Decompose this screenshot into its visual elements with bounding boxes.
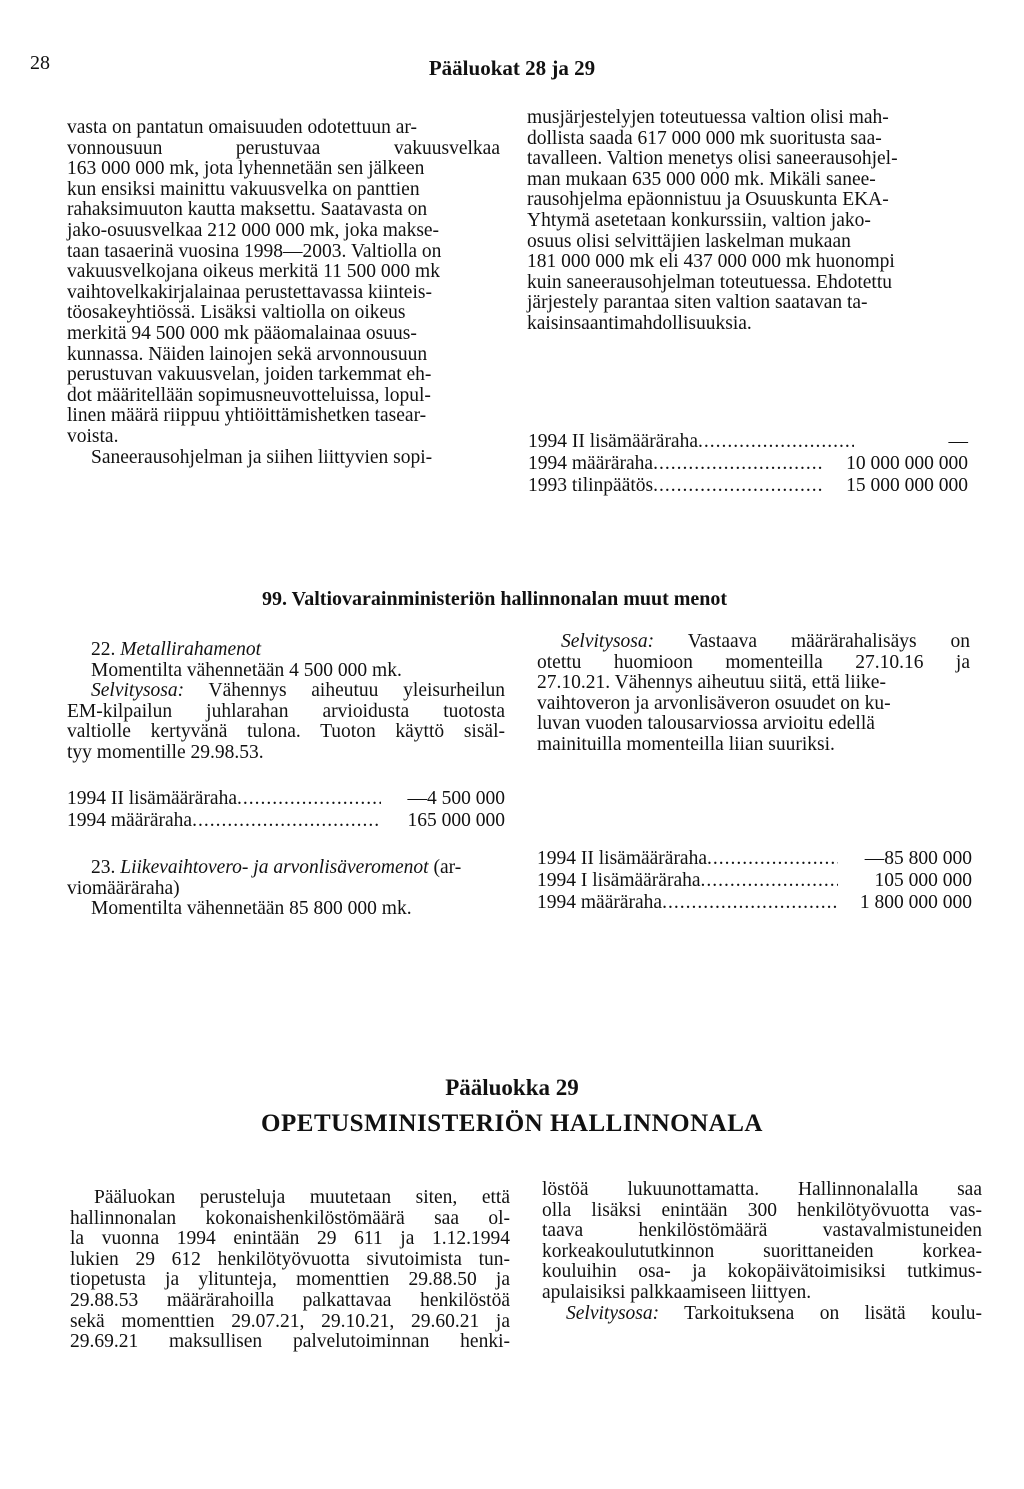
text-line: vaihtovelkakirjalainaa perustettavassa kiinteis- <box>67 281 432 303</box>
text-line: kunnassa. Näiden lainojen sekä arvonnousuun <box>67 343 428 365</box>
text-line <box>537 632 970 653</box>
appropriation-value: 10 000 000 000 <box>846 453 968 474</box>
section-heading: 99. Valtiovarainministeriön hallinnonalan muut menot <box>262 588 728 610</box>
text-line: Saneerausohjelman ja siihen liittyvien sopi- <box>91 446 433 468</box>
text-line: rahaksimuuton kautta maksettu. Saatavasta on <box>67 199 428 221</box>
item-name: Liikevaihtovero- ja arvonlisäveromenot <box>120 857 429 878</box>
running-title: Pääluokat 28 ja 29 <box>428 56 596 80</box>
text-line: Momentilta vähennetään 85 800 000 mk. <box>91 898 412 920</box>
selvitys-label: Selvitysosa: <box>566 1302 660 1324</box>
text-line: mainituilla momenteilla liian suuriksi. <box>537 733 835 755</box>
text-line: musjärjestelyjen toteutuessa valtion olisi mah- <box>527 107 889 128</box>
selvitys-text: Tarkoituksena on lisätä koulu- <box>684 1302 982 1324</box>
item-name: Metallirahamenot <box>120 639 262 660</box>
text-line: 181 000 000 mk eli 437 000 000 mk huonompi <box>527 251 895 273</box>
appropriation-row <box>528 431 968 453</box>
text-line: rausohjelma epäonnistuu ja Osuuskunta EKA- <box>527 189 889 211</box>
dot-leader <box>698 431 854 453</box>
text-line: olla lisäksi enintään 300 henkilötyövuotta vas- <box>542 1199 982 1221</box>
appropriation-value: — <box>948 431 968 452</box>
text-line: viomääräraha) <box>67 877 180 899</box>
appropriation-value: —4 500 000 <box>407 788 505 809</box>
item-22-block <box>67 640 505 764</box>
appropriation-label: 1994 II lisämääräraha <box>67 788 237 809</box>
text-line: vonnousuun perustuvaa vakuusvelkaa <box>67 137 500 159</box>
top-right-column <box>527 108 967 335</box>
selvitys-text: Vastaava määrärahalisäys on <box>687 631 970 652</box>
item-23-block <box>67 858 505 920</box>
dot-leader <box>707 848 838 870</box>
text-line: tyy momentille 29.98.53. <box>67 741 264 763</box>
appropriation-label: 1993 tilinpäätös <box>528 475 654 496</box>
text-line: man mukaan 635 000 000 mk. Mikäli sanee- <box>527 168 876 190</box>
appropriation-value: 165 000 000 <box>407 810 505 831</box>
appropriation-label: 1994 II lisämääräraha <box>528 431 698 452</box>
appropriation-label: 1994 I lisämääräraha <box>537 870 701 891</box>
dot-leader <box>653 453 824 475</box>
text-line: töosakeyhtiössä. Lisäksi valtiolla on oikeus <box>67 302 406 324</box>
text-line: löstöä lukuunottamatta. Hallinnonalalla saa <box>542 1179 982 1200</box>
text-line: merkitä 94 500 000 mk pääomalainaa osuus- <box>67 322 417 344</box>
appropriation-label: 1994 määräraha <box>67 810 193 831</box>
appropriation-value: 105 000 000 <box>874 870 972 891</box>
dot-leader <box>653 475 824 497</box>
item-23-appropriations <box>537 848 972 914</box>
selvitys-label: Selvitysosa: <box>561 631 655 652</box>
top-left-column <box>67 118 500 468</box>
item-name-suffix: (ar- <box>433 857 462 878</box>
text-line <box>542 1304 982 1325</box>
text-line: linen määrä riippuu yhtiöittämishetken tasear- <box>67 405 427 427</box>
main-class-subtitle: OPETUSMINISTERIÖN HALLINNONALA <box>261 1110 763 1137</box>
text-line: lukien 29 612 henkilötyövuotta sivutoimista tun- <box>70 1248 510 1270</box>
dot-leader <box>192 810 381 832</box>
main-29-left-column <box>70 1188 510 1353</box>
selvitys-text: Vähennys aiheutuu yleisurheilun <box>208 680 505 702</box>
text-line: otettu huomioon momenteilla 27.10.16 ja <box>537 651 970 673</box>
text-line: dollista saada 617 000 000 mk suoritusta saa- <box>527 127 882 149</box>
text-line <box>67 681 505 702</box>
text-line: dot määritellään sopimusneuvotteluissa, lopul- <box>67 384 431 406</box>
main-class-title: Pääluokka 29 <box>445 1075 579 1100</box>
text-line: valtiolle kertyvänä tulona. Tuoton käyttö sisäl- <box>67 721 505 743</box>
item-number: 22. <box>91 639 116 660</box>
text-line: Momentilta vähennetään 4 500 000 mk. <box>91 659 402 681</box>
appropriation-label: 1994 määräraha <box>537 892 663 913</box>
text-line: jako-osuusvelkaa 212 000 000 mk, joka makse- <box>67 219 440 241</box>
appropriation-value: 1 800 000 000 <box>859 892 972 913</box>
text-line: 163 000 000 mk, jota lyhennetään sen jälkeen <box>67 158 425 180</box>
appropriation-row <box>67 810 505 832</box>
text-line: voista. <box>67 425 119 447</box>
dot-leader <box>701 870 838 892</box>
text-line: kaisinsaantimahdollisuuksia. <box>527 312 752 334</box>
appropriation-row <box>537 892 972 914</box>
page-number: 28 <box>30 52 50 74</box>
text-line: osuus olisi selvittäjien laskelman mukaan <box>527 230 851 252</box>
appropriation-row <box>537 848 972 870</box>
item-number: 23. <box>91 857 116 878</box>
text-line: vaihtoveron ja arvonlisäveron osuudet on ku- <box>537 692 891 714</box>
text-line: 29.88.53 määrärahoilla palkattavaa henkilöstöä <box>70 1289 510 1311</box>
dot-leader <box>662 892 838 914</box>
text-line: järjestely parantaa siten valtion saatavan ta- <box>527 292 868 314</box>
item-22-appropriations <box>67 788 505 832</box>
item-heading <box>67 640 505 661</box>
dot-leader <box>237 788 381 810</box>
text-line: Yhtymä asetetaan konkurssiin, valtion jako- <box>527 209 871 231</box>
text-line: kun ensiksi mainittu vakuusvelka on panttien <box>67 178 420 200</box>
appropriation-row <box>67 788 505 810</box>
text-line: sekä momenttien 29.07.21, 29.10.21, 29.60.21 ja <box>70 1310 510 1332</box>
text-line: kuin saneerausohjelman toteutuessa. Ehdotettu <box>527 271 892 293</box>
appropriation-value: —85 800 000 <box>864 848 972 869</box>
item-heading <box>67 858 505 879</box>
text-line: luvan vuoden talousarviossa arvioitu edellä <box>537 713 875 735</box>
text-line: tavalleen. Valtion menetys olisi saneerausohjel- <box>527 148 898 170</box>
selvitys-label: Selvitysosa: <box>91 680 185 702</box>
text-line: hallinnonalan kokonaishenkilöstömäärä saa ol- <box>70 1207 510 1229</box>
text-line: vasta on pantatun omaisuuden odotettuun ar- <box>67 117 417 138</box>
text-line: kouluihin osa- ja kokopäivätoimisiksi tutkimus- <box>542 1261 982 1283</box>
text-line: perustuvan vakuusvelan, joiden tarkemmat eh- <box>67 364 432 386</box>
text-line: la vuonna 1994 enintään 29 611 ja 1.12.1994 <box>70 1228 510 1250</box>
text-line: 27.10.21. Vähennys aiheutuu siitä, että liike- <box>537 672 886 694</box>
text-line: apulaisiksi palkkaamiseen liittyen. <box>542 1281 812 1303</box>
appropriation-row <box>528 475 968 497</box>
text-line: korkeakoulututkinnon suorittaneiden korkea- <box>542 1240 982 1262</box>
text-line: vakuusvelkojana oikeus merkitä 11 500 000 mk <box>67 261 440 283</box>
main-29-right-column <box>542 1180 982 1324</box>
appropriation-label: 1994 II lisämääräraha <box>537 848 707 869</box>
text-line: taava henkilöstömäärä vastavalmistuneiden <box>542 1220 982 1242</box>
text-line: EM-kilpailun juhlarahan arvioidusta tuotosta <box>67 700 505 722</box>
top-appropriations-table <box>528 431 968 497</box>
appropriation-value: 15 000 000 000 <box>846 475 968 496</box>
text-line: 29.69.21 maksullisen palvelutoiminnan henki- <box>70 1331 510 1353</box>
appropriation-label: 1994 määräraha <box>528 453 654 474</box>
appropriation-row <box>528 453 968 475</box>
text-line: taan tasaerinä vuosina 1998—2003. Valtiolla on <box>67 240 442 262</box>
text-line: Pääluokan perusteluja muutetaan siten, että <box>94 1187 510 1208</box>
appropriation-row <box>537 870 972 892</box>
section-99-right-column <box>537 632 970 756</box>
text-line: tiopetusta ja ylitunteja, momenttien 29.88.50 ja <box>70 1269 510 1291</box>
